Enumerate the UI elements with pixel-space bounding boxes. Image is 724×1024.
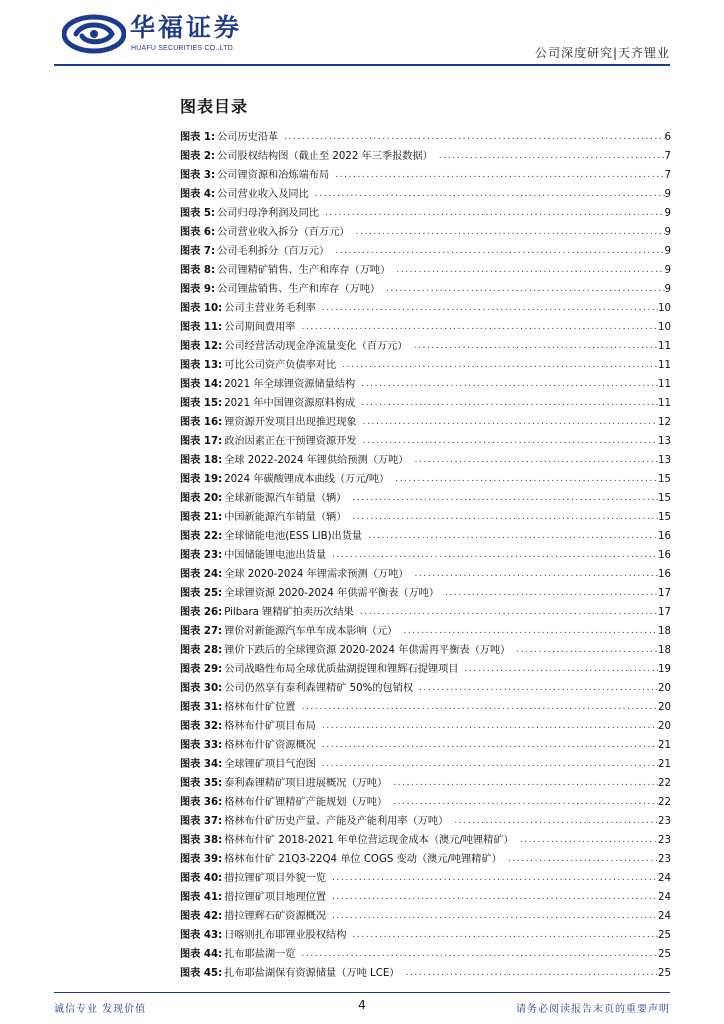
toc-entry-title: 锂价下跌后的全球锂资源 2020-2024 年供需再平衡表（万吨） — [224, 645, 511, 656]
toc-entry[interactable] — [180, 790, 671, 809]
toc-leader-dots — [316, 758, 658, 771]
toc-entry[interactable] — [180, 372, 671, 391]
toc-entry-page: 20 — [658, 702, 671, 713]
toc-entry-label: 图表 30: — [180, 683, 223, 694]
toc-entry[interactable] — [180, 125, 671, 144]
toc-entry[interactable] — [180, 600, 671, 619]
toc-entry-label: 图表 8: — [180, 265, 216, 276]
toc-entry-title: Pilbara 锂精矿拍卖历次结果 — [224, 607, 354, 618]
toc-leader-dots — [296, 321, 659, 334]
toc-entry-title: 公司毛利拆分（百万元） — [217, 246, 330, 257]
toc-entry-title: 全球新能源汽车销量（辆） — [224, 493, 347, 504]
toc-entry-title: 锂资源开发项目出现推迟现象 — [224, 417, 357, 428]
toc-entry-title: 全球 2020-2024 年锂需求预测（万吨） — [224, 569, 409, 580]
toc-entry-page: 21 — [658, 759, 671, 770]
toc-entry[interactable] — [180, 866, 671, 885]
toc-entry-page: 22 — [658, 797, 671, 808]
toc-leader-dots — [355, 397, 658, 410]
figure-table-of-contents — [180, 125, 671, 980]
toc-entry-page: 7 — [664, 151, 671, 162]
footer-divider — [54, 992, 670, 993]
toc-leader-dots — [296, 701, 659, 714]
toc-entry-title: 格林布什矿位置 — [224, 702, 296, 713]
toc-entry-label: 图表 10: — [180, 303, 223, 314]
toc-entry-page: 9 — [664, 208, 671, 219]
toc-entry-page: 24 — [658, 873, 671, 884]
toc-entry-page: 24 — [658, 892, 671, 903]
toc-leader-dots — [329, 245, 664, 258]
toc-entry-page: 25 — [658, 930, 671, 941]
toc-entry-page: 23 — [658, 816, 671, 827]
toc-leader-dots — [357, 435, 658, 448]
header-divider — [54, 64, 670, 66]
toc-entry-page: 9 — [664, 189, 671, 200]
toc-entry-label: 图表 32: — [180, 721, 223, 732]
toc-entry[interactable] — [180, 676, 671, 695]
toc-entry-title: 措拉锂辉石矿资源概况 — [224, 911, 327, 922]
toc-entry[interactable] — [180, 524, 671, 543]
toc-entry-title: 公司仍然享有泰利森锂精矿 50%的包销权 — [224, 683, 414, 694]
toc-leader-dots — [309, 188, 665, 201]
toc-entry-label: 图表 27: — [180, 626, 223, 637]
page-number: 4 — [358, 998, 366, 1012]
toc-entry-page: 9 — [664, 227, 671, 238]
toc-leader-dots — [354, 606, 658, 619]
toc-leader-dots — [355, 378, 658, 391]
toc-entry[interactable] — [180, 657, 671, 676]
toc-entry-label: 图表 44: — [180, 949, 223, 960]
toc-entry-title: 格林布什矿历史产量、产能及产能利用率（万吨） — [224, 816, 449, 827]
toc-entry-label: 图表 15: — [180, 398, 223, 409]
toc-entry[interactable] — [180, 296, 671, 315]
toc-entry-page: 13 — [658, 436, 671, 447]
toc-entry-title: 格林布什矿 2018-2021 年单位营运现金成本（澳元/吨锂精矿） — [224, 835, 514, 846]
toc-leader-dots — [390, 264, 664, 277]
toc-entry-page: 20 — [658, 683, 671, 694]
toc-entry-label: 图表 6: — [180, 227, 216, 238]
toc-leader-dots — [346, 511, 658, 524]
toc-entry-title: 可比公司资产负债率对比 — [224, 360, 337, 371]
toc-entry-label: 图表 1: — [180, 132, 216, 143]
huafu-logo-icon — [62, 14, 126, 54]
toc-entry-page: 11 — [658, 360, 671, 371]
toc-leader-dots — [387, 777, 658, 790]
toc-entry[interactable] — [180, 638, 671, 657]
toc-entry-label: 图表 37: — [180, 816, 223, 827]
toc-entry-title: 公司锂精矿销售、生产和库存（万吨） — [217, 265, 391, 276]
toc-entry-title: 公司期间费用率 — [224, 322, 296, 333]
toc-leader-dots — [514, 834, 658, 847]
toc-entry-label: 图表 16: — [180, 417, 223, 428]
toc-entry-label: 图表 34: — [180, 759, 223, 770]
toc-entry[interactable] — [180, 733, 671, 752]
toc-leader-dots — [397, 625, 658, 638]
toc-entry-label: 图表 12: — [180, 341, 223, 352]
toc-entry[interactable] — [180, 277, 671, 296]
toc-entry-label: 图表 19: — [180, 474, 223, 485]
toc-entry-page: 13 — [658, 455, 671, 466]
logo-chinese-name: 华福证券 — [130, 13, 243, 42]
toc-entry[interactable] — [180, 486, 671, 505]
toc-entry-label: 图表 39: — [180, 854, 223, 865]
toc-entry-label: 图表 13: — [180, 360, 223, 371]
toc-entry-title: 全球锂资源 2020-2024 年供需平衡表（万吨） — [224, 588, 440, 599]
toc-entry-page: 16 — [658, 550, 671, 561]
toc-leader-dots — [326, 872, 658, 885]
toc-entry-label: 图表 24: — [180, 569, 223, 580]
toc-entry-label: 图表 28: — [180, 645, 223, 656]
toc-entry[interactable] — [180, 239, 671, 258]
toc-entry[interactable] — [180, 752, 671, 771]
toc-entry-label: 图表 22: — [180, 531, 223, 542]
toc-entry-title: 公司锂资源和冶炼端布局 — [217, 170, 330, 181]
toc-entry[interactable] — [180, 410, 671, 429]
toc-entry-page: 16 — [658, 531, 671, 542]
toc-leader-dots — [319, 207, 665, 220]
toc-entry-page: 15 — [658, 474, 671, 485]
toc-entry-title: 公司锂盐销售、生产和库存（万吨） — [217, 284, 381, 295]
toc-entry-label: 图表 11: — [180, 322, 223, 333]
toc-entry-page: 11 — [658, 379, 671, 390]
toc-entry-label: 图表 20: — [180, 493, 223, 504]
toc-entry[interactable] — [180, 391, 671, 410]
toc-entry-title: 泰利森锂精矿项目进展概况（万吨） — [224, 778, 388, 789]
toc-entry-page: 9 — [664, 284, 671, 295]
toc-entry-label: 图表 41: — [180, 892, 223, 903]
toc-entry-page: 9 — [664, 246, 671, 257]
toc-entry-title: 中国新能源汽车销量（辆） — [224, 512, 347, 523]
toc-entry-title: 中国储能锂电池出货量 — [224, 550, 327, 561]
toc-entry-page: 6 — [664, 132, 671, 143]
toc-entry-label: 图表 2: — [180, 151, 216, 162]
toc-entry-page: 11 — [658, 341, 671, 352]
toc-entry[interactable] — [180, 885, 671, 904]
toc-entry[interactable] — [180, 448, 671, 467]
toc-entry-label: 图表 25: — [180, 588, 223, 599]
footer-slogan: 诚信专业 发现价值 — [54, 1004, 147, 1015]
toc-entry[interactable] — [180, 847, 671, 866]
toc-entry-label: 图表 21: — [180, 512, 223, 523]
toc-leader-dots — [346, 929, 658, 942]
toc-leader-dots — [357, 416, 658, 429]
toc-entry-title: 公司战略性布局全球优质盐湖提锂和锂辉石提锂项目 — [224, 664, 459, 675]
toc-entry-title: 全球 2022-2024 年锂供给预测（万吨） — [224, 455, 409, 466]
toc-entry-page: 19 — [658, 664, 671, 675]
toc-entry[interactable] — [180, 144, 671, 163]
toc-leader-dots — [380, 283, 664, 296]
toc-entry-label: 图表 4: — [180, 189, 216, 200]
toc-entry-page: 22 — [658, 778, 671, 789]
toc-entry[interactable] — [180, 315, 671, 334]
toc-entry-page: 25 — [658, 968, 671, 979]
toc-leader-dots — [316, 739, 658, 752]
toc-entry-label: 图表 43: — [180, 930, 223, 941]
toc-entry-page: 18 — [658, 645, 671, 656]
toc-entry[interactable] — [180, 619, 671, 638]
toc-entry-label: 图表 7: — [180, 246, 216, 257]
toc-leader-dots — [399, 967, 658, 980]
page-header — [0, 0, 724, 70]
toc-entry-label: 图表 23: — [180, 550, 223, 561]
toc-entry-page: 25 — [658, 949, 671, 960]
toc-leader-dots — [387, 796, 658, 809]
toc-entry-title: 公司营业收入及同比 — [217, 189, 309, 200]
toc-entry-title: 全球储能电池(ESS LIB)出货量 — [224, 531, 363, 542]
toc-entry-page: 23 — [658, 835, 671, 846]
toc-entry-label: 图表 5: — [180, 208, 216, 219]
toc-entry-title: 政治因素正在干预锂资源开发 — [224, 436, 357, 447]
toc-entry-title: 格林布什矿项目布局 — [224, 721, 316, 732]
toc-entry-title: 格林布什矿锂精矿产能规划（万吨） — [224, 797, 388, 808]
toc-entry-page: 17 — [658, 588, 671, 599]
toc-leader-dots — [439, 587, 658, 600]
toc-entry-page: 10 — [658, 322, 671, 333]
toc-entry[interactable] — [180, 505, 671, 524]
toc-entry-title: 锂价对新能源汽车单车成本影响（元） — [224, 626, 398, 637]
toc-entry-label: 图表 26: — [180, 607, 223, 618]
toc-leader-dots — [329, 169, 664, 182]
toc-entry-label: 图表 38: — [180, 835, 223, 846]
toc-entry-label: 图表 29: — [180, 664, 223, 675]
toc-entry-title: 公司归母净利润及同比 — [217, 208, 319, 219]
toc-entry-page: 24 — [658, 911, 671, 922]
toc-entry-page: 15 — [658, 493, 671, 504]
toc-entry-label: 图表 45: — [180, 968, 223, 979]
toc-entry[interactable] — [180, 714, 671, 733]
logo-english-name: HUAFU SECURITIES CO.,LTD. — [131, 45, 236, 52]
toc-leader-dots — [336, 359, 658, 372]
toc-entry-page: 10 — [658, 303, 671, 314]
toc-leader-dots — [326, 891, 658, 904]
toc-entry[interactable] — [180, 258, 671, 277]
toc-entry-label: 图表 35: — [180, 778, 223, 789]
toc-entry-title: 扎布耶盐湖保有资源储量（万吨 LCE） — [224, 968, 400, 979]
toc-entry[interactable] — [180, 581, 671, 600]
toc-entry-page: 11 — [658, 398, 671, 409]
toc-leader-dots — [510, 644, 658, 657]
toc-entry-page: 17 — [658, 607, 671, 618]
toc-entry-label: 图表 18: — [180, 455, 223, 466]
toc-entry-label: 图表 33: — [180, 740, 223, 751]
toc-leader-dots — [448, 815, 658, 828]
toc-entry[interactable] — [180, 429, 671, 448]
toc-entry-title: 格林布什矿 21Q3-22Q4 单位 COGS 变动（澳元/吨锂精矿） — [224, 854, 502, 865]
toc-leader-dots — [408, 454, 658, 467]
toc-entry-label: 图表 42: — [180, 911, 223, 922]
toc-entry[interactable] — [180, 809, 671, 828]
toc-entry[interactable] — [180, 353, 671, 372]
toc-entry-title: 公司经营活动现金净流量变化（百万元） — [224, 341, 408, 352]
toc-leader-dots — [413, 682, 658, 695]
toc-entry-page: 7 — [664, 170, 671, 181]
toc-leader-dots — [296, 948, 659, 961]
toc-title: 图表目录 — [180, 97, 249, 116]
toc-entry-title: 措拉锂矿项目地理位置 — [224, 892, 327, 903]
toc-leader-dots — [346, 492, 658, 505]
toc-leader-dots — [433, 150, 665, 163]
toc-entry-label: 图表 14: — [180, 379, 223, 390]
toc-entry-title: 扎布耶盐湖一览 — [224, 949, 296, 960]
toc-leader-dots — [459, 663, 659, 676]
toc-leader-dots — [408, 568, 658, 581]
toc-entry-title: 2021 年中国锂资源原料构成 — [224, 398, 356, 409]
toc-entry-page: 18 — [658, 626, 671, 637]
toc-entry-page: 12 — [658, 417, 671, 428]
toc-leader-dots — [326, 549, 658, 562]
toc-entry-title: 日喀则扎布耶锂业股权结构 — [224, 930, 347, 941]
toc-entry[interactable] — [180, 182, 671, 201]
toc-entry-page: 16 — [658, 569, 671, 580]
toc-leader-dots — [316, 720, 658, 733]
toc-entry[interactable] — [180, 961, 671, 980]
toc-entry-title: 公司历史沿革 — [217, 132, 279, 143]
toc-entry[interactable] — [180, 771, 671, 790]
toc-entry[interactable] — [180, 201, 671, 220]
toc-entry-page: 9 — [664, 265, 671, 276]
toc-entry-title: 公司股权结构图（截止至 2022 年三季报数据） — [217, 151, 433, 162]
toc-entry-label: 图表 31: — [180, 702, 223, 713]
toc-entry-title: 公司主营业务毛利率 — [224, 303, 316, 314]
toc-entry-page: 23 — [658, 854, 671, 865]
toc-entry[interactable] — [180, 543, 671, 562]
toc-leader-dots — [350, 226, 665, 239]
toc-entry[interactable] — [180, 562, 671, 581]
toc-entry[interactable] — [180, 163, 671, 182]
footer-disclaimer: 请务必阅读报告末页的重要声明 — [516, 1004, 670, 1015]
toc-entry-title: 全球锂矿项目气泡图 — [224, 759, 316, 770]
report-type-label: 公司深度研究|天齐锂业 — [534, 46, 670, 60]
toc-leader-dots — [408, 340, 658, 353]
toc-entry[interactable] — [180, 942, 671, 961]
toc-entry-page: 20 — [658, 721, 671, 732]
toc-leader-dots — [389, 473, 658, 486]
toc-entry[interactable] — [180, 220, 671, 239]
toc-leader-dots — [362, 530, 658, 543]
toc-entry-title: 2021 年全球锂资源储量结构 — [224, 379, 356, 390]
toc-entry-label: 图表 40: — [180, 873, 223, 884]
toc-leader-dots — [326, 910, 658, 923]
toc-entry[interactable] — [180, 904, 671, 923]
toc-entry[interactable] — [180, 828, 671, 847]
toc-entry-title: 公司营业收入拆分（百万元） — [217, 227, 350, 238]
toc-entry[interactable] — [180, 923, 671, 942]
toc-entry-page: 21 — [658, 740, 671, 751]
toc-entry[interactable] — [180, 334, 671, 353]
toc-entry-title: 2024 年碳酸锂成本曲线（万元/吨） — [224, 474, 390, 485]
toc-leader-dots — [278, 131, 664, 144]
toc-entry-page: 15 — [658, 512, 671, 523]
toc-entry-label: 图表 36: — [180, 797, 223, 808]
toc-entry-label: 图表 9: — [180, 284, 216, 295]
toc-entry[interactable] — [180, 695, 671, 714]
toc-entry-label: 图表 17: — [180, 436, 223, 447]
toc-entry-title: 格林布什矿资源概况 — [224, 740, 316, 751]
toc-leader-dots — [502, 853, 658, 866]
toc-entry[interactable] — [180, 467, 671, 486]
toc-entry-title: 措拉锂矿项目外貌一览 — [224, 873, 327, 884]
toc-entry-label: 图表 3: — [180, 170, 216, 181]
toc-leader-dots — [316, 302, 658, 315]
